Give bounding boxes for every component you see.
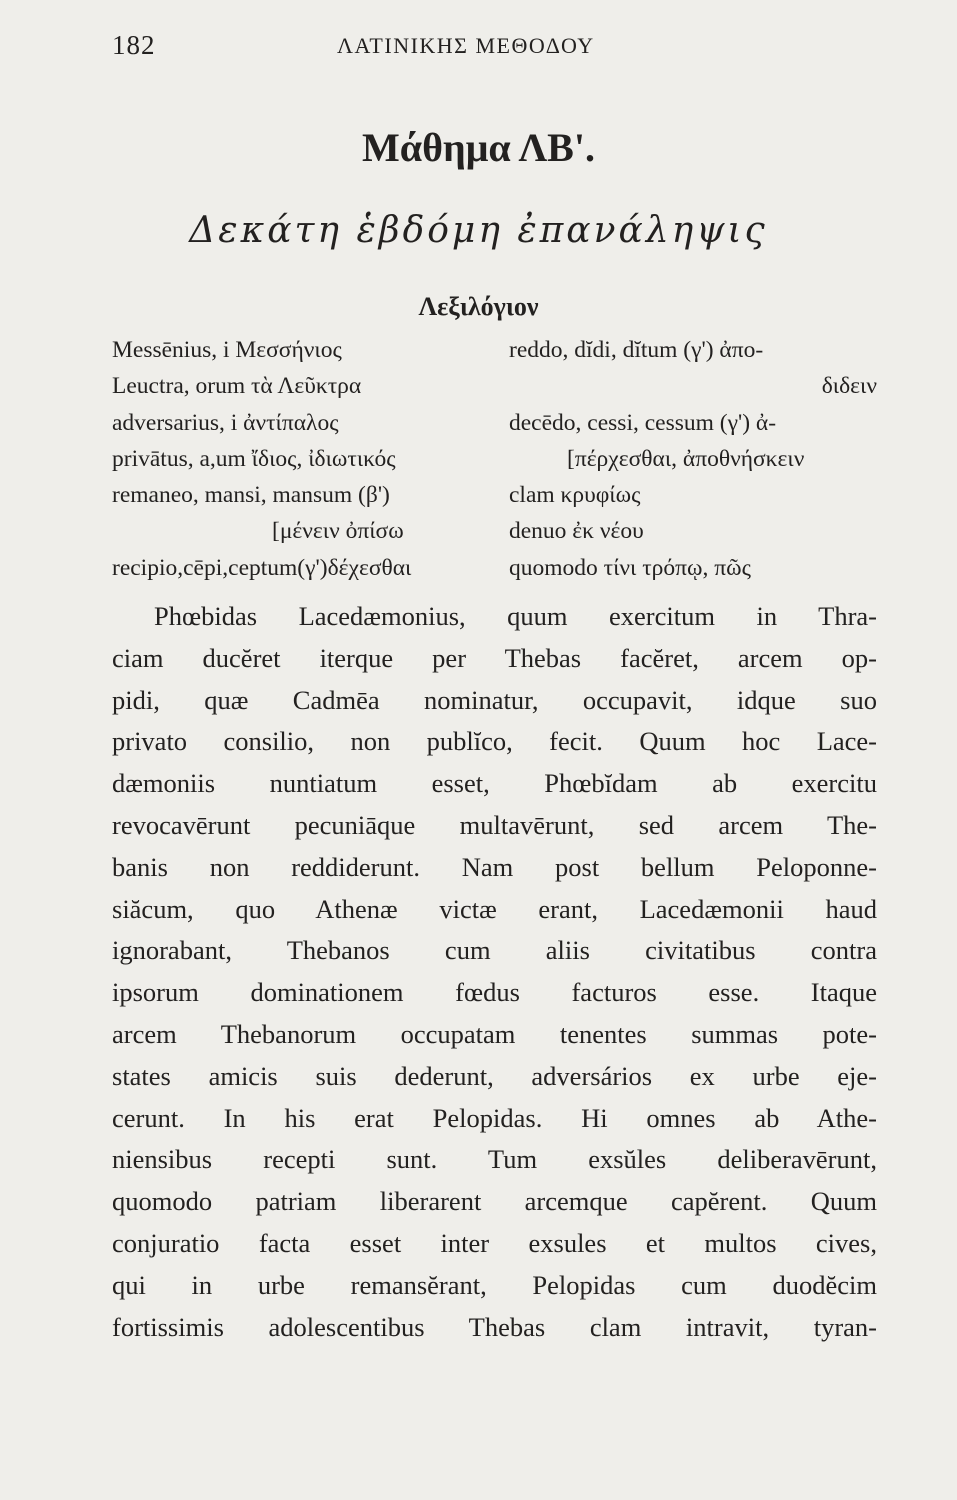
vocab-row <box>112 518 877 554</box>
text-line: ipsorum dominationem fœdus facturos esse. Itaque <box>112 977 877 1008</box>
text-line: privato consilio, non publĭco, fecit. Quum hoc Lace- <box>112 726 877 757</box>
vocab-entry-continuation: [πέρχεσθαι, ἀποθνήσκειν <box>567 445 805 472</box>
text-line: siăcum, quo Athenæ victæ erant, Lacedæmonii haud <box>112 893 877 924</box>
page-number: 182 <box>112 30 156 60</box>
text-line: ignorabant, Thebanos cum aliis civitatibus contra <box>112 935 877 966</box>
text-line: Phœbidas Lacedæmonius, quum exercitum in Thra- <box>154 601 877 631</box>
vocab-row <box>112 337 877 373</box>
vocab-entry: clam κρυφίως <box>509 482 641 509</box>
vocabulary-heading: Λεξιλόγιον <box>418 292 539 321</box>
vocab-entry: adversarius, i ἀντίπαλος <box>112 409 339 436</box>
text-line: ciam ducĕret iterque per Thebas facĕret, arcem op- <box>112 642 877 673</box>
vocab-entry-continuation: διδειν <box>821 373 877 400</box>
vocab-entry: Leuctra, orum τὰ Λεῦκτρα <box>112 373 362 400</box>
text-line: conjuratio facta esset inter exsules et multos cives, <box>112 1227 877 1258</box>
vocab-entry: remaneo, mansi, mansum (β') <box>112 482 390 509</box>
vocab-entry: denuo ἐκ νέου <box>509 518 644 545</box>
vocab-row <box>112 410 877 446</box>
exercise-paragraph <box>112 596 877 1348</box>
vocab-entry-continuation: [μένειν ὀπίσω <box>272 518 404 545</box>
text-line: banis non reddiderunt. Nam post bellum Peloponne- <box>112 851 877 882</box>
vocab-row <box>112 482 877 518</box>
vocab-row <box>112 555 877 591</box>
running-head: ΛΑΤΙΝΙΚΗΣ ΜΕΘΟΔΟΥ <box>337 33 595 58</box>
vocab-entry: reddo, dĭdi, dĭtum (γ') ἀπο- <box>509 337 764 363</box>
text-line: dæmoniis nuntiatum esset, Phœbĭdam ab exercitu <box>112 768 877 799</box>
text-line: pidi, quæ Cadmēa nominatur, occupavit, idque suo <box>112 684 877 715</box>
lesson-subtitle: Δεκάτη ἑβδόμη ἐπανάληψις <box>189 210 768 251</box>
text-line: arcem Thebanorum occupatam tenentes summas pote- <box>112 1018 877 1049</box>
vocab-entry: quomodo τίνι τρόπῳ, πῶς <box>509 554 751 581</box>
text-line: qui in urbe remansĕrant, Pelopidas cum duodĕcim <box>112 1269 877 1300</box>
text-line: cerunt. In his erat Pelopidas. Hi omnes ab Athe- <box>112 1102 877 1133</box>
vocabulary-list <box>112 337 877 591</box>
vocab-entry: decēdo, cessi, cessum (γ') ἀ- <box>509 409 777 436</box>
vocab-entry: privātus, a,um ἴδιος, ἰδιωτικός <box>112 445 396 472</box>
page-header <box>112 30 874 70</box>
vocab-row <box>112 446 877 482</box>
text-line: states amicis suis dederunt, adversários ex urbe eje- <box>112 1060 877 1091</box>
text-line: fortissimis adolescentibus Thebas clam intravit, tyran- <box>112 1311 877 1342</box>
vocab-entry: Messēnius, i Μεσσήνιος <box>112 337 342 363</box>
vocab-row <box>112 373 877 409</box>
text-line: revocavērunt pecuniāque multavērunt, sed arcem The- <box>112 809 877 840</box>
text-line: quomodo patriam liberarent arcemque capĕrent. Quum <box>112 1186 877 1217</box>
lesson-title: Μάθημα ΛΒ'. <box>362 125 595 170</box>
vocab-entry: recipio,cēpi,ceptum(γ')δέχεσθαι <box>112 554 412 581</box>
text-line: niensibus recepti sunt. Tum exsŭles deliberavērunt, <box>112 1144 877 1175</box>
